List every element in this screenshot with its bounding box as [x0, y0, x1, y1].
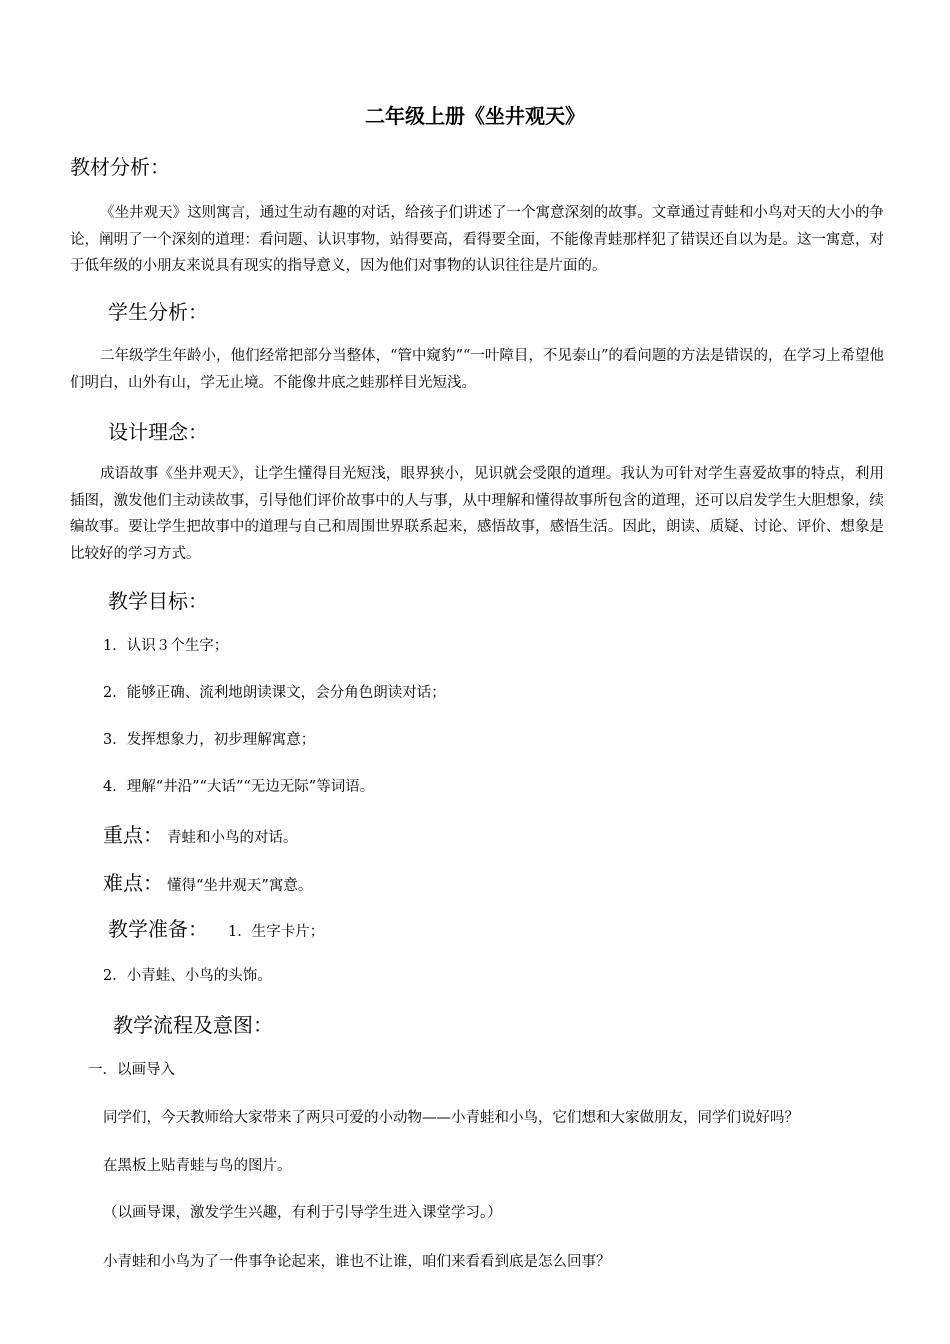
preparation-item-2: 2．小青蛙、小鸟的头饰。 [103, 968, 272, 984]
goal-item-1: 1．认识３个生字； [103, 638, 229, 654]
heading-design-concept: 设计理念： [108, 420, 208, 444]
difficulty-row [103, 867, 312, 896]
heading-material-analysis: 教材分析： [70, 155, 170, 179]
key-point-row [103, 819, 298, 848]
paragraph-material-analysis: 《坐井观天》这则寓言，通过生动有趣的对话，给孩子们讲述了一个寓意深刻的故事。文章通过青蛙和小鸟对天的大小的争论，阐明了一个深刻的道理：看问题、认识事物，站得要高，看得要全面，不能像青蛙那样犯了错误还自以为是。这一寓意，对于低年级的小朋友来说具有现实的指导意义，因为他们对事物的认识往往是片面的。 [70, 205, 884, 274]
process-line-3: （以画导课，激发学生兴趣，有利于引导学生进入课堂学习。） [103, 1205, 502, 1221]
paragraph-student-analysis: 二年级学生年龄小，他们经常把部分当整体，“管中窥豹”“一叶障目，不见泰山”的看问题的方法是错误的，在学习上希望他们明白，山外有山，学无止境。不能像井底之蛙那样目光短浅。 [70, 348, 884, 391]
difficulty-text: 懂得“坐井观天”寓意。 [167, 878, 313, 894]
key-point-label: 重点： [103, 823, 163, 847]
process-line-1: 同学们，今天教师给大家带来了两只可爱的小动物——小青蛙和小鸟，它们想和大家做朋友，同学们说好吗？ [103, 1110, 799, 1126]
goal-item-3: 3．发挥想象力，初步理解寓意； [103, 732, 316, 748]
heading-teaching-goals: 教学目标： [108, 589, 208, 613]
preparation-row [108, 913, 324, 942]
page-title: 二年级上册《坐井观天》 [365, 104, 585, 128]
preparation-item-1: 1．生字卡片； [228, 924, 325, 940]
heading-student-analysis: 学生分析： [108, 300, 208, 324]
paragraph-design-concept: 成语故事《坐井观天》，让学生懂得目光短浅，眼界狭小，见识就会受限的道理。我认为可针对学生喜爱故事的特点，利用插图，激发他们主动读故事，引导他们评价故事中的人与事，从中理解和懂得故事所包含的道理，还可以启发学生大胆想象，续编故事。要让学生把故事中的道理与自己和周围世界联系起来，感悟故事，感悟生活。因此，朗读、质疑、讨论、评价、想象是比较好的学习方式。 [70, 466, 884, 562]
goal-item-2: 2．能够正确、流利地朗读课文，会分角色朗读对话； [103, 685, 446, 701]
preparation-label: 教学准备： [108, 917, 208, 941]
process-line-4: 小青蛙和小鸟为了一件事争论起来，谁也不让谁，咱们来看看到底是怎么回事？ [103, 1254, 611, 1270]
heading-teaching-process: 教学流程及意图： [113, 1013, 273, 1037]
process-line-2: 在黑板上贴青蛙与鸟的图片。 [103, 1158, 292, 1174]
difficulty-label: 难点： [103, 871, 163, 895]
goal-item-4: 4．理解“井沿”“大话”“无边无际”等词语。 [103, 779, 375, 795]
process-step-1-title: 一．以画导入 [88, 1062, 175, 1078]
key-point-text: 青蛙和小鸟的对话。 [167, 830, 298, 846]
